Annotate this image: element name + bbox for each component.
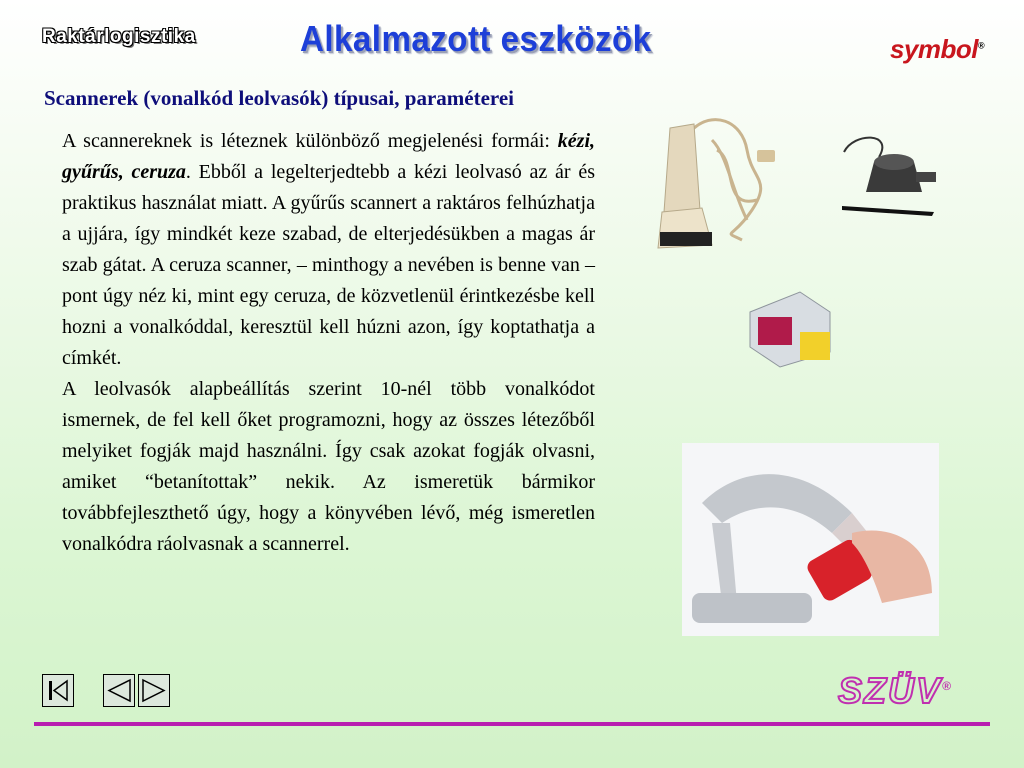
first-slide-button[interactable] xyxy=(42,674,74,707)
paragraph-1: A scannereknek is léteznek különböző megjelenési formái: kézi, gyűrűs, ceruza. Ebből a legelterjedtebb a kézi leolvasó az ár és praktikus használat miatt. A gyűrűs scannert a raktáros felhúzhatja a ujjára, így mindkét keze szabad, de elterjedésükben a magas ár szab gátat. A ceruza scanner, – minthogy a nevében is benne van – pont úgy néz ki, mint egy ceruza, de közvetlenül érintkezésbe kell hozni a vonalkóddal, keresztül kell húzni azon, így koptathatja a címkét. xyxy=(62,130,595,369)
footer-divider xyxy=(34,722,990,726)
fixed-scanner-photo xyxy=(682,443,939,636)
page-title: Alkalmazott eszközök xyxy=(300,18,652,59)
symbol-logo: symbol® xyxy=(890,34,985,64)
ring-scanner-image xyxy=(740,282,840,372)
handheld-scanner-image xyxy=(652,100,784,252)
paragraph-2: A leolvasók alapbeállítás szerint 10-nél több vonalkódot ismernek, de fel kell őket programozni, hogy az összes létezőből melyiket fogják majd használni. Így csak azokat fogják olvasni, amiket “betanítottak” nekik. Az ismeretük bármikor továbbfejleszthető úgy, hogy a könyvében lévő, még ismeretlen vonalkódra ráolvasnak a scannerrel. xyxy=(62,378,595,555)
szuv-logo: SZÜV® xyxy=(838,670,953,711)
previous-slide-button[interactable] xyxy=(103,674,135,707)
subtitle: Scannerek (vonalkód leolvasók) típusai, paraméterei xyxy=(44,86,514,110)
ring-scanner-pen-image xyxy=(834,132,944,222)
next-slide-button[interactable] xyxy=(138,674,170,707)
next-slide-icon xyxy=(139,675,169,706)
first-slide-icon xyxy=(43,675,73,706)
previous-slide-icon xyxy=(104,675,134,706)
scanner-types-emphasis: kézi, gyűrűs, ceruza xyxy=(62,130,595,183)
body-text xyxy=(62,126,595,560)
szuv-logo-text: SZÜV xyxy=(838,670,943,711)
section-label: Raktárlogisztika xyxy=(42,26,196,47)
symbol-logo-text: symbol xyxy=(890,34,979,64)
